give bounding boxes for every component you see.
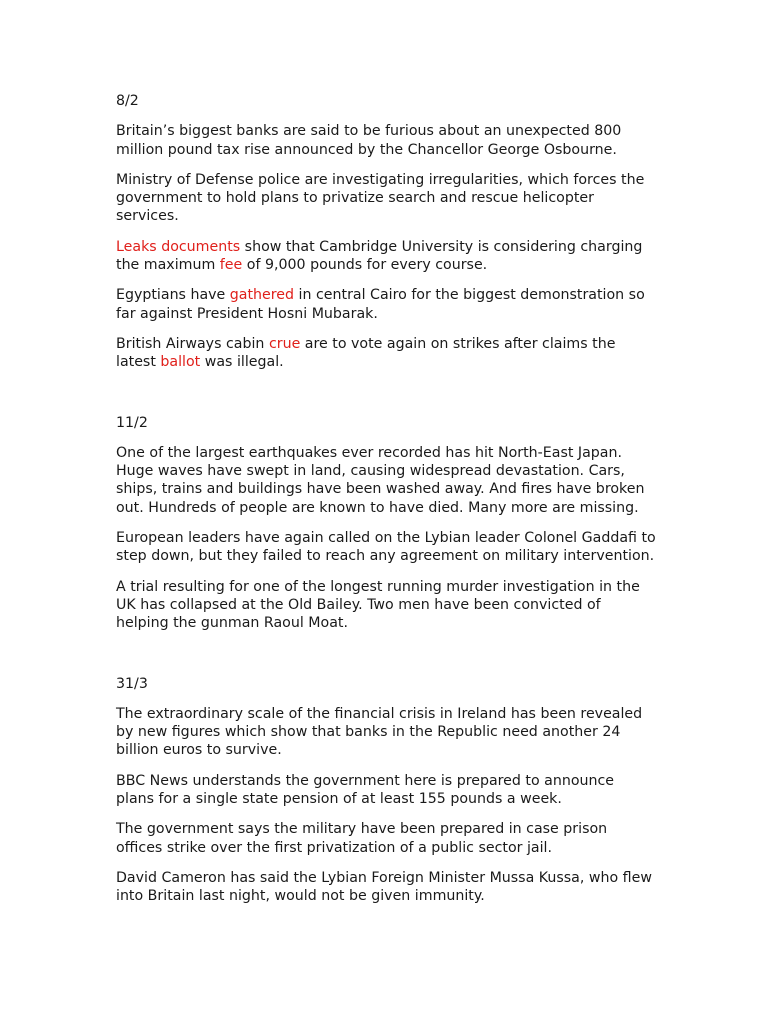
text-run: Egyptians have bbox=[116, 287, 230, 304]
text-run: of 9,000 pounds for every course. bbox=[242, 257, 488, 274]
text-run: Ministry of Defense police are investigating irregularities, which forces the government to hold plans to privatize search and rescue helicopter services. bbox=[116, 171, 645, 225]
highlighted-word: ballot bbox=[160, 354, 201, 371]
document-body bbox=[116, 92, 656, 918]
highlighted-word: crue bbox=[268, 335, 301, 352]
news-paragraph bbox=[116, 529, 656, 566]
news-section bbox=[116, 414, 656, 633]
text-run: in central Cairo for the biggest demonstration so far against President Hosni Mubarak. bbox=[116, 287, 645, 322]
news-paragraph bbox=[116, 335, 656, 372]
highlighted-word: gathered bbox=[229, 287, 295, 304]
text-run: BBC News understands the government here is prepared to announce plans for a single state pension of at least 155 pounds a week. bbox=[116, 772, 615, 808]
section-date: 11/2 bbox=[116, 414, 148, 431]
news-paragraph bbox=[116, 238, 656, 275]
text-run: European leaders have again called on the Lybian leader Colonel Gaddafi to step down, but they failed to reach any agreement on military intervention. bbox=[116, 530, 656, 565]
news-section bbox=[116, 675, 656, 906]
text-run: One of the largest earthquakes ever recorded has hit North-East Japan. Huge waves have swept in land, causing widespread devastation. Cars, ships, trains and buildings have been washed away. And fires have broken out. Hundreds of people are known to have died. Many more are missing. bbox=[116, 444, 645, 516]
text-run: David Cameron has said the Lybian Foreign Minister Mussa Kussa, who flew into Britain last night, would not be given immunity. bbox=[116, 869, 652, 905]
section-date: 8/2 bbox=[116, 93, 139, 109]
news-section bbox=[116, 92, 656, 372]
text-run: A trial resulting for one of the longest running murder investigation in the UK has collapsed at the Old Bailey. Two men have been convicted of helping the gunman Raoul Moat. bbox=[116, 578, 640, 632]
news-paragraph bbox=[116, 171, 656, 226]
text-run: Britain’s biggest banks are said to be furious about an unexpected 800 million pound tax rise announced by the Chancellor George Osbourne. bbox=[116, 123, 622, 158]
text-run: The government says the military have been prepared in case prison offices strike over the first privatization of a public sector jail. bbox=[116, 821, 608, 856]
news-paragraph bbox=[116, 286, 656, 323]
text-run: show that Cambridge University is considering charging the maximum bbox=[116, 238, 643, 274]
news-paragraph bbox=[116, 122, 656, 159]
section-date: 31/3 bbox=[116, 675, 148, 692]
news-paragraph bbox=[116, 578, 656, 633]
highlighted-word: Leaks documents bbox=[116, 238, 241, 255]
text-run: British Airways cabin bbox=[116, 335, 269, 352]
news-paragraph bbox=[116, 705, 656, 760]
text-run: was illegal. bbox=[200, 354, 284, 371]
news-paragraph bbox=[116, 869, 656, 906]
text-run: are to vote again on strikes after claims the latest bbox=[116, 335, 616, 371]
news-paragraph bbox=[116, 772, 656, 809]
news-paragraph bbox=[116, 444, 656, 517]
text-run: The extraordinary scale of the financial crisis in Ireland has been revealed by new figures which show that banks in the Republic need another 24 billion euros to survive. bbox=[116, 705, 643, 759]
news-paragraph bbox=[116, 820, 656, 857]
highlighted-word: fee bbox=[219, 257, 243, 274]
